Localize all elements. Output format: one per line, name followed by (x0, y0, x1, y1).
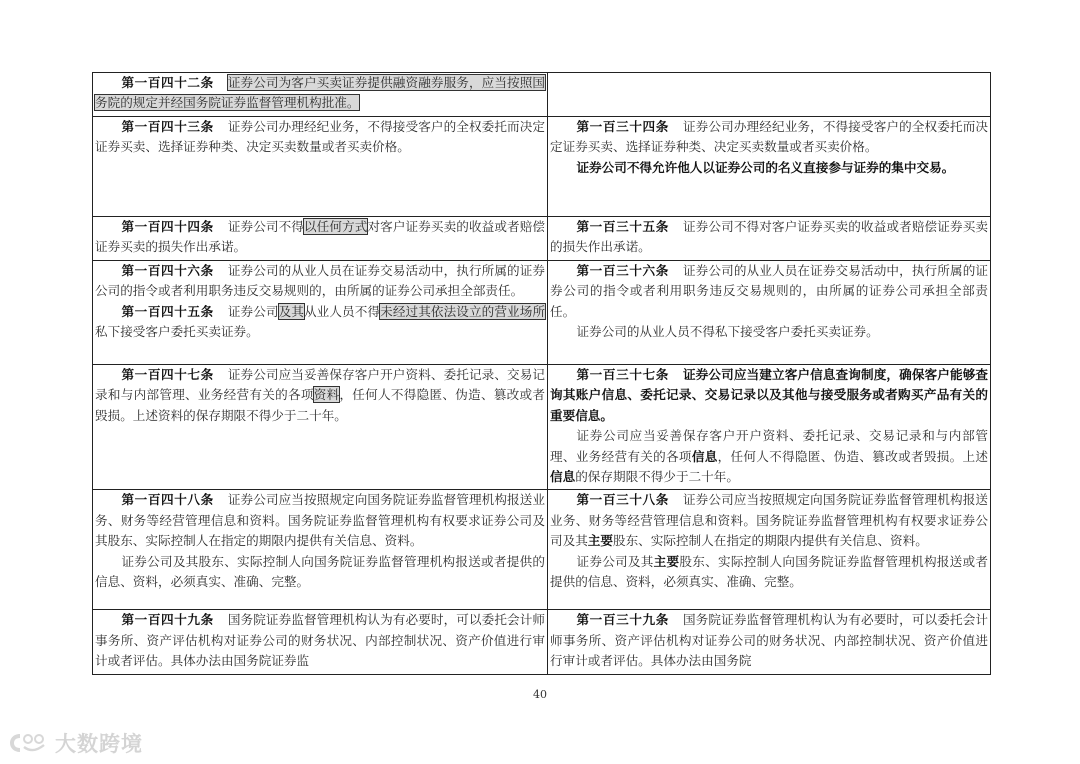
current-text-cell (548, 73, 991, 117)
article-number: 第一百四十九条 (121, 612, 214, 628)
current-text-cell (548, 217, 991, 261)
text-span: 证券公司办理经纪业务，不得接受客户的全权委托而决定证券买卖、选择证券种类、决定买卖数量或者买卖价格。 (550, 119, 989, 155)
paragraph (95, 73, 545, 114)
watermark-text: 大数跨境 (55, 732, 143, 756)
paragraph (95, 117, 545, 158)
paragraph (95, 610, 545, 671)
paragraph (95, 261, 545, 302)
paragraph (550, 322, 988, 342)
highlighted-text: 及其 (278, 303, 304, 319)
text-span: 证券公司应当按照规定向国务院证券监督管理机构报送业务、财务等经营管理信息和资料。国务院证券监督管理机构有权要求证券公司及其 (550, 492, 989, 549)
amended-text: 主要 (653, 553, 680, 569)
revised-text-cell (93, 610, 548, 674)
text-span: 证券公司及其股东、实际控制人向国务院证券监督管理机构报送或者提供的信息、资料，必须真实、准确、完整。 (95, 553, 545, 590)
page-number: 40 (533, 688, 547, 701)
current-text-cell (548, 261, 991, 365)
amended-text: 证券公司不得允许他人以证券公司的名义直接参与证券的集中交易。 (576, 159, 955, 175)
text-span: 股东、实际控制人向国务院证券监督管理机构报送或者提供的信息、资料，必须真实、准确、完整。 (550, 553, 989, 590)
amended-text: 主要 (587, 533, 613, 549)
text-span: 证券公司应当妥善保存客户开户资料、委托记录、交易记录和与内部管理、业务经营有关的各项 (95, 367, 546, 403)
text-span: 从业人员不得 (303, 303, 381, 319)
paragraph (95, 552, 545, 593)
text-span: 国务院证券监督管理机构认为有必要时，可以委托会计师事务所、资产评估机构对证券公司的财务状况、内部控制状况、资产价值进行审计或者评估。具体办法由国务院 (550, 612, 989, 669)
text-span: 证券公司不得 (227, 219, 304, 234)
text-span: ，任何人不得隐匿、伪造、篡改或者毁损。上述资料的保存期限不得少于二十年。 (95, 387, 546, 423)
article-number: 第一百三十九条 (576, 612, 669, 628)
watermark-logo-icon (8, 731, 52, 755)
article-number: 第一百三十五条 (576, 219, 669, 234)
paragraph (550, 261, 988, 322)
revised-text-cell (93, 490, 548, 610)
table-row (93, 261, 991, 365)
article-number: 第一百三十六条 (576, 263, 669, 278)
paragraph (95, 365, 545, 426)
text-span: 证券公司不得对客户证券买卖的收益或者赔偿证券买卖的损失作出承诺。 (550, 219, 989, 255)
paragraph (550, 158, 988, 178)
highlighted-text: 未经过其依法设立的营业场所 (380, 303, 546, 319)
table-row (93, 117, 991, 217)
text-span: 证券公司及其 (576, 553, 654, 569)
revised-text-cell (93, 217, 548, 261)
table-row (93, 610, 991, 674)
text-span: 证券公司的从业人员不得私下接受客户委托买卖证券。 (576, 324, 879, 340)
article-number: 第一百四十五条 (121, 303, 214, 319)
article-number: 第一百四十八条 (121, 492, 214, 508)
text-span: 股东、实际控制人在指定的期限内提供有关信息、资料。 (612, 533, 928, 549)
article-number: 第一百三十八条 (576, 492, 669, 508)
paragraph (95, 302, 545, 343)
text-span: 证券公司 (227, 303, 279, 319)
paragraph (550, 552, 988, 593)
table-row (93, 217, 991, 261)
article-number: 第一百四十二条 (121, 75, 214, 90)
table-row (93, 365, 991, 490)
amended-text: 证券公司应当建立客户信息查询制度，确保客户能够查询其账户信息、委托记录、交易记录以及其他与接受服务或者购买产品有关的重要信息。 (550, 367, 989, 423)
highlighted-text: 以任何方式 (303, 219, 368, 234)
highlighted-text: 证券公司为客户买卖证券提供融资融券服务，应当按照国务院的规定并经国务院证券监督管理机构批准。 (95, 75, 546, 111)
article-number: 第一百四十四条 (121, 219, 214, 234)
revised-text-cell (93, 261, 548, 365)
text-span: 证券公司应当按照规定向国务院证券监督管理机构报送业务、财务等经营管理信息和资料。国务院证券监督管理机构有权要求证券公司及其股东、实际控制人在指定的期限内提供有关信息、资料。 (95, 492, 546, 549)
paragraph (550, 426, 988, 487)
article-number: 第一百四十六条 (121, 263, 214, 278)
paragraph (550, 365, 988, 426)
paragraph (550, 610, 988, 671)
article-number: 第一百四十三条 (121, 119, 214, 134)
article-number: 第一百三十四条 (576, 119, 669, 134)
text-span: 国务院证券监督管理机构认为有必要时，可以委托会计师事务所、资产评估机构对证券公司的财务状况、内部控制状况、资产价值进行审计或者评估。具体办法由国务院证券监 (95, 612, 546, 669)
text-span: 对客户证券买卖的收益或者赔偿证券买卖的损失作出承诺。 (95, 219, 546, 255)
text-span: 证券公司的从业人员在证券交易活动中，执行所属的证券公司的指令或者利用职务违反交易规则的，由所属的证券公司承担全部责任。 (550, 263, 989, 319)
current-text-cell (548, 365, 991, 490)
paragraph (550, 490, 988, 551)
table-row (93, 490, 991, 610)
revised-text-cell (93, 117, 548, 217)
text-span: 证券公司应当妥善保存客户开户资料、委托记录、交易记录和与内部管理、业务经营有关的各项 (550, 428, 988, 464)
article-number: 第一百四十七条 (121, 367, 214, 382)
watermark (8, 728, 143, 758)
amended-text: 信息 (550, 469, 576, 485)
text-span: 证券公司办理经纪业务，不得接受客户的全权委托而决定证券买卖、选择证券种类、决定买卖数量或者买卖价格。 (95, 119, 546, 155)
highlighted-text: 资料 (313, 387, 340, 403)
paragraph (95, 490, 545, 551)
text-span: 的保存期限不得少于二十年。 (575, 469, 739, 485)
article-number: 第一百三十七条 (576, 367, 669, 382)
paragraph (550, 217, 988, 258)
current-text-cell (548, 610, 991, 674)
paragraph (550, 117, 988, 158)
text-span: 证券公司的从业人员在证券交易活动中，执行所属的证券公司的指令或者利用职务违反交易规则的，由所属的证券公司承担全部责任。 (95, 263, 546, 299)
amended-text: 信息 (691, 448, 718, 464)
current-text-cell (548, 117, 991, 217)
revised-text-cell (93, 73, 548, 117)
current-text-cell (548, 490, 991, 610)
paragraph (95, 217, 545, 258)
text-span: 私下接受客户委托买卖证券。 (95, 324, 259, 340)
text-span: ，任何人不得隐匿、伪造、篡改或者毁损。上述 (717, 448, 989, 464)
revised-text-cell (93, 365, 548, 490)
table-row (93, 73, 991, 117)
comparison-table (92, 72, 991, 675)
